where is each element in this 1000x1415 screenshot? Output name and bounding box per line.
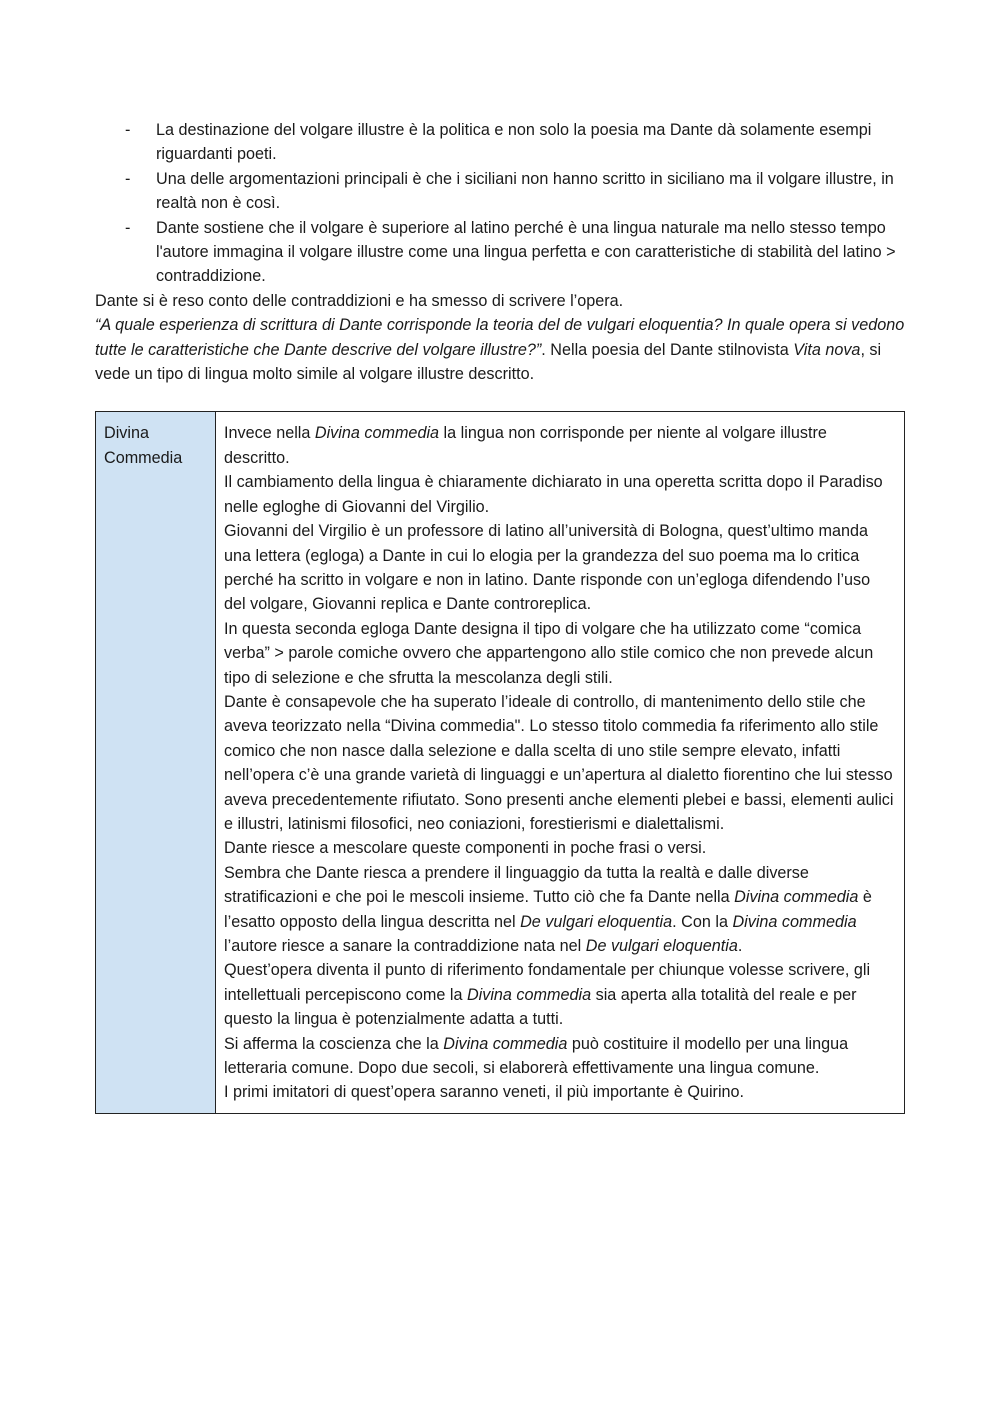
answer-post: , si vede un tipo di lingua molto simile al volgare illustre descritto. [95,340,882,384]
text-run: Si afferma la coscienza che la [224,1034,444,1053]
list-item [95,118,907,167]
question-paragraph [95,313,907,386]
content-paragraph [224,958,896,1031]
bullet-text: Una delle argomentazioni principali è che i siciliani non hanno scritto in siciliano ma il volgare illustre, in realtà non è così. [156,169,894,213]
italic-title: Divina commedia [734,888,859,907]
question-quote: “A quale esperienza di scrittura di Dante corrisponde la teoria del de vulgari eloquentia? In quale opera si vedono tutte le caratteristiche che Dante descrive del volgare illustre?” [95,316,905,359]
text-run: . [737,937,743,955]
document-page [95,118,907,1114]
bullet-marker: - [125,121,131,139]
bullet-marker: - [125,169,131,188]
text-run: Sembra che Dante riesca a prendere il linguaggio da tutta la realtà e dalle diverse stratificazioni e che poi le mescoli insieme. Tutto ciò che fa Dante nella [224,863,809,907]
text-run: Invece nella [224,424,315,443]
table-label: Divina Commedia [104,424,183,467]
content-paragraph [224,1032,896,1081]
table-content-cell [216,412,904,1112]
bullet-list [95,118,907,289]
bullet-text: La destinazione del volgare illustre è la politica e non solo la poesia ma Dante dà solamente esempi riguardanti poeti. [156,121,872,164]
italic-title: Divina commedia [314,424,440,443]
list-item [95,216,907,289]
text-run: sia aperta alla totalità del reale e per questo la lingua è potenzialmente adatta a tutti. [224,985,857,1029]
contradictions-paragraph: Dante si è reso conto delle contraddizioni e ha smesso di scrivere l’opera. [95,291,624,310]
italic-title: Divina commedia [443,1034,568,1053]
italic-title: Divina commedia [732,912,857,931]
text-run: Quest’opera diventa il punto di riferimento fondamentale per chiunque volesse scrivere, gli intellettuali percepiscono come la [224,961,871,1004]
vita-nova-title: Vita nova [793,340,861,359]
bullet-text: Dante sostiene che il volgare è superiore al latino perché è una lingua naturale ma nello stesso tempo l'autore immagina il volgare illustre come una lingua perfetta e con caratteristiche di stabilità del latino > contraddizione. [156,218,896,286]
italic-title: De vulgari eloquentia [585,937,738,955]
content-paragraph [224,421,896,470]
content-paragraph: In questa seconda egloga Dante designa il tipo di volgare che ha utilizzato come “comica verba” > parole comiche ovvero che appartengono allo stile comico che non prevede alcun tipo di selezione e che sfrutta la mescolanza degli stili. [224,619,874,687]
text-run: la lingua non corrisponde per niente al volgare illustre descritto. [224,424,827,467]
text-run: l’autore riesce a sanare la contraddizione nata nel [224,937,586,955]
italic-title: De vulgari eloquentia [520,912,673,931]
bullet-marker: - [125,218,131,237]
content-paragraph: Giovanni del Virgilio è un professore di latino all’università di Bologna, quest’ultimo manda una lettera (egloga) a Dante in cui lo elogia per la grandezza del suo poema ma lo critica perché ha scritto in volgare e non in latino. Dante risponde con un’egloga difendendo l’uso del volgare, Giovanni replica e Dante controreplica. [224,522,871,614]
content-paragraph: Dante è consapevole che ha superato l’ideale di controllo, di mantenimento dello stile che aveva teorizzato nella “Divina commedia". Lo stesso titolo commedia fa riferimento allo stile comico che non nasce dalla selezione e dalla scelta di uno stile sempre elevato, infatti nell’opera c’è una grande varietà di linguaggi e un’apertura al dialetto fiorentino che lui stesso aveva precedentemente rifiutato. Sono presenti anche elementi plebei e bassi, elementi aulici e illustri, latinismi filosofici, neo coniazioni, forestierismi e dialettalismi. [224,692,894,833]
content-paragraph: Dante riesce a mescolare queste componenti in poche frasi o versi. [224,839,707,858]
italic-title: Divina commedia [466,985,592,1004]
notes-table [95,411,905,1113]
content-paragraph: Il cambiamento della lingua è chiaramente dichiarato in una operetta scritta dopo il Paradiso nelle egloghe di Giovanni del Virgilio. [224,473,883,516]
list-item [95,167,907,216]
content-paragraph: I primi imitatori di quest’opera saranno veneti, il più importante è Quirino. [224,1083,745,1102]
text-run: . Con la [672,912,733,931]
content-paragraph [224,861,896,959]
text-run: può costituire il modello per una lingua letteraria comune. Dopo due secoli, si elaborerà effettivamente una lingua comune. [224,1034,849,1078]
answer-pre: . Nella poesia del Dante stilnovista [541,340,794,359]
text-run: è l’esatto opposto della lingua descritta nel [224,888,872,931]
table-label-cell [96,412,216,1112]
